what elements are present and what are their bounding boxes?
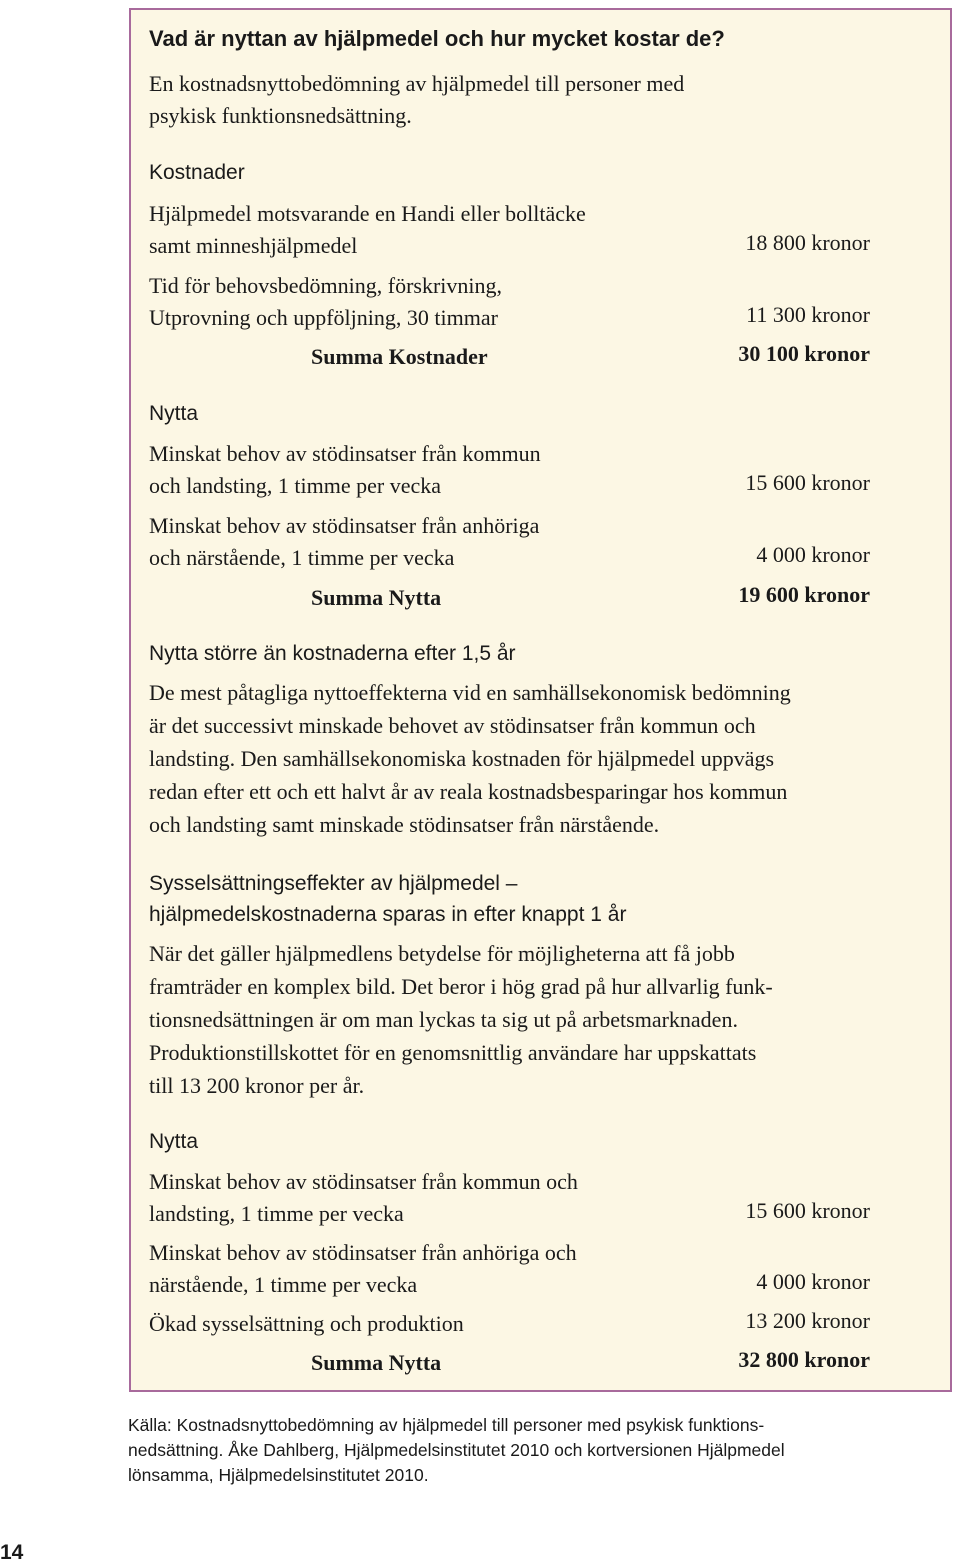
- benefit1-item-1-line-1: Minskat behov av stödinsatser från kommun: [149, 441, 541, 466]
- section3-paragraph-line-3: tionsnedsättningen är om man lyckas ta sig ut på arbetsmarknaden.: [149, 1007, 738, 1032]
- source-line-3: lönsamma, Hjälpmedelsinstitutet 2010.: [128, 1465, 429, 1485]
- box-title: Vad är nyttan av hjälpmedel och hur mycket kostar de?: [149, 26, 725, 51]
- benefit1-item-2-line-1: Minskat behov av stödinsatser från anhöriga: [149, 513, 540, 538]
- cost-item-2-amount: 11 300 kronor: [746, 302, 870, 327]
- box-subtitle-line-1: En kostnadsnyttobedömning av hjälpmedel till personer med: [149, 71, 685, 96]
- cost-item-2-line-1: Tid för behovsbedömning, förskrivning,: [149, 273, 503, 298]
- benefit1-sum-label: Summa Nytta: [311, 585, 442, 610]
- section3-paragraph-line-2: framträder en komplex bild. Det beror i hög grad på hur allvarlig funk-: [149, 974, 773, 999]
- box-subtitle-line-2: psykisk funktionsnedsättning.: [149, 103, 412, 128]
- costs-sum-amount: 30 100 kronor: [738, 341, 870, 366]
- section2-paragraph-line-5: och landsting samt minskade stödinsatser från närstående.: [149, 812, 660, 837]
- benefit2-item-1-line-2: landsting, 1 timme per vecka: [149, 1201, 404, 1226]
- benefit2-item-2-line-1: Minskat behov av stödinsatser från anhöriga och: [149, 1240, 577, 1265]
- benefit2-item-3-amount: 13 200 kronor: [745, 1308, 870, 1333]
- benefit1-sum-amount: 19 600 kronor: [738, 582, 870, 607]
- benefit2-item-2-line-2: närstående, 1 timme per vecka: [149, 1272, 418, 1297]
- section3-paragraph-line-1: När det gäller hjälpmedlens betydelse för möjligheterna att få jobb: [149, 941, 735, 966]
- costs-heading: Kostnader: [149, 161, 245, 184]
- benefit2-item-1-amount: 15 600 kronor: [745, 1198, 870, 1223]
- section-heading-employment-line-2: hjälpmedelskostnaderna sparas in efter knappt 1 år: [149, 903, 627, 926]
- cost-item-1-amount: 18 800 kronor: [745, 230, 870, 255]
- benefit2-sum-amount: 32 800 kronor: [738, 1347, 870, 1372]
- benefit2-item-2-amount: 4 000 kronor: [756, 1269, 870, 1294]
- benefit2-item-3: Ökad sysselsättning och produktion: [149, 1311, 464, 1336]
- cost-item-1-line-1: Hjälpmedel motsvarande en Handi eller bolltäcke: [149, 201, 586, 226]
- section2-paragraph-line-2: är det successivt minskade behovet av stödinsatser från kommun och: [149, 713, 756, 738]
- benefit1-item-2-line-2: och närstående, 1 timme per vecka: [149, 545, 455, 570]
- benefit-heading-1: Nytta: [149, 402, 199, 425]
- source-line-2: nedsättning. Åke Dahlberg, Hjälpmedelsinstitutet 2010 och kortversionen Hjälpmedel: [128, 1440, 785, 1460]
- benefit2-sum-label: Summa Nytta: [311, 1350, 442, 1375]
- benefit-heading-2: Nytta: [149, 1130, 199, 1153]
- cost-item-2-line-2: Utprovning och uppföljning, 30 timmar: [149, 305, 498, 330]
- section2-paragraph-line-4: redan efter ett och ett halvt år av reala kostnadsbesparingar hos kommun: [149, 779, 788, 804]
- benefit1-item-2-amount: 4 000 kronor: [756, 542, 870, 567]
- source-line-1: Källa: Kostnadsnyttobedömning av hjälpmedel till personer med psykisk funktions-: [128, 1415, 765, 1435]
- source-citation: [128, 1413, 908, 1488]
- section2-paragraph-line-1: De mest påtagliga nyttoeffekterna vid en samhällsekonomisk bedömning: [149, 680, 791, 705]
- section-heading-benefit-exceeds-costs: Nytta större än kostnaderna efter 1,5 år: [149, 642, 516, 665]
- costs-sum-label: Summa Kostnader: [311, 344, 488, 369]
- section3-paragraph-line-5: till 13 200 kronor per år.: [149, 1073, 365, 1098]
- cost-item-1-line-2: samt minneshjälpmedel: [149, 233, 358, 258]
- section-heading-employment-line-1: Sysselsättningseffekter av hjälpmedel –: [149, 872, 518, 895]
- benefit1-item-1-line-2: och landsting, 1 timme per vecka: [149, 473, 442, 498]
- page-number: 14: [0, 1541, 24, 1564]
- benefit1-item-1-amount: 15 600 kronor: [745, 470, 870, 495]
- benefit2-item-1-line-1: Minskat behov av stödinsatser från kommun och: [149, 1169, 578, 1194]
- section3-paragraph-line-4: Produktionstillskottet för en genomsnittlig användare har uppskattats: [149, 1040, 757, 1065]
- section2-paragraph-line-3: landsting. Den samhällsekonomiska kostnaden för hjälpmedel uppvägs: [149, 746, 775, 771]
